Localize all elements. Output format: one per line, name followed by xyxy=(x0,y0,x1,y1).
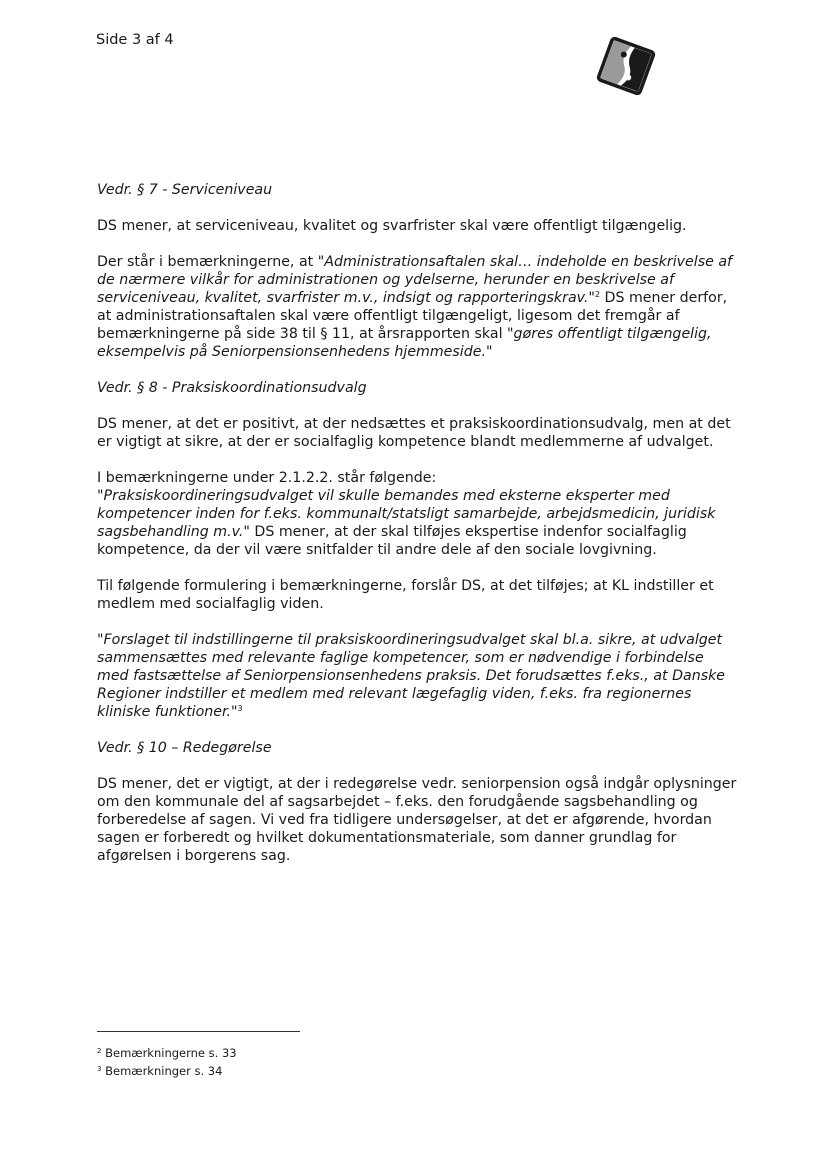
paragraph: Til følgende formulering i bemærkningerne, forslår DS, at det tilføjes; at KL indstiller et medlem med socialfaglig viden. xyxy=(97,578,714,612)
text-span: DS mener derfor, at administrationsaftalen skal være offentligt tilgængeligt, ligesom det fremgår af bemærkningerne på side 38 til § 11, at årsrapporten skal xyxy=(97,290,728,342)
footnote-text: Bemærkninger s. 34 xyxy=(105,1064,223,1078)
ds-logo-icon xyxy=(594,34,658,98)
quote: "Administrationsaftalen skal… indeholde en beskrivelse af de nærmere vilkår for administrationen og ydelserne, herunder en beskrivelse af serviceniveau, kvalitet, svarfrister m.v., indsigt og rapporteringskrav." xyxy=(97,254,733,306)
paragraph xyxy=(97,253,737,361)
text-span: I bemærkningerne under 2.1.2.2. står følgende: xyxy=(97,470,437,486)
footnote-divider xyxy=(97,1031,300,1032)
text-span: Der står i bemærkningerne, at xyxy=(97,254,318,270)
quote: "Forslaget til indstillingerne til praksiskoordineringsudvalget skal bl.a. sikre, at udvalget sammensættes med relevante faglige kompetencer, som er nødvendige i forbindelse med fastsættelse af Seniorpensionsenhedens praksis. Det forudsættes f.eks., at Danske Regioner indstiller et medlem med relevant lægefaglig viden, f.eks. fra regionernes kliniske funktioner." xyxy=(97,632,726,720)
document-body xyxy=(97,181,737,865)
quote: "gøres offentligt tilgængelig, eksempelvis på Seniorpensionsenhedens hjemmeside." xyxy=(97,326,712,360)
section-heading-10: Vedr. § 10 – Redegørelse xyxy=(97,740,272,756)
page-number: Side 3 af 4 xyxy=(96,32,174,48)
footnotes xyxy=(97,1044,237,1080)
footnote-text: Bemærkningerne s. 33 xyxy=(105,1046,237,1060)
paragraph: DS mener, at serviceniveau, kvalitet og svarfrister skal være offentligt tilgængelig. xyxy=(97,218,687,234)
paragraph xyxy=(97,469,737,559)
quote: "Praksiskoordineringsudvalget vil skulle bemandes med eksterne eksperter med kompetencer inden for f.eks. kommunalt/statsligt samarbejde, arbejdsmedicin, juridisk sagsbehandling m.v." xyxy=(97,488,716,540)
text-span: DS mener, at der skal tilføjes ekspertise indenfor socialfaglig kompetence, da der vil være snitfalder til andre dele af den sociale lovgivning. xyxy=(97,524,687,558)
section-heading-8: Vedr. § 8 - Praksiskoordinationsudvalg xyxy=(97,380,367,396)
paragraph xyxy=(97,631,737,721)
footnote xyxy=(97,1044,237,1062)
footnote-mark: 2 xyxy=(97,1047,102,1055)
footnote-mark: 3 xyxy=(97,1065,102,1073)
section-heading-7: Vedr. § 7 - Serviceniveau xyxy=(97,182,273,198)
paragraph: DS mener, at det er positivt, at der nedsættes et praksiskoordinationsudvalg, men at det er vigtigt at sikre, at der er socialfaglig kompetence blandt medlemmerne af udvalget. xyxy=(97,416,731,450)
paragraph: DS mener, det er vigtigt, at der i redegørelse vedr. seniorpension også indgår oplysninger om den kommunale del af sagsarbejdet – f.eks. den forudgående sagsbehandling og forberedelse af sagen. Vi ved fra tidligere undersøgelser, at det er afgørende, hvordan sagen er forberedt og hvilket dokumentationsmateriale, som danner grundlag for afgørelsen i borgerens sag. xyxy=(97,776,737,864)
footnote-ref[interactable]: 3 xyxy=(237,704,243,713)
footnote-ref[interactable]: 2 xyxy=(594,290,601,299)
footnote xyxy=(97,1062,237,1080)
